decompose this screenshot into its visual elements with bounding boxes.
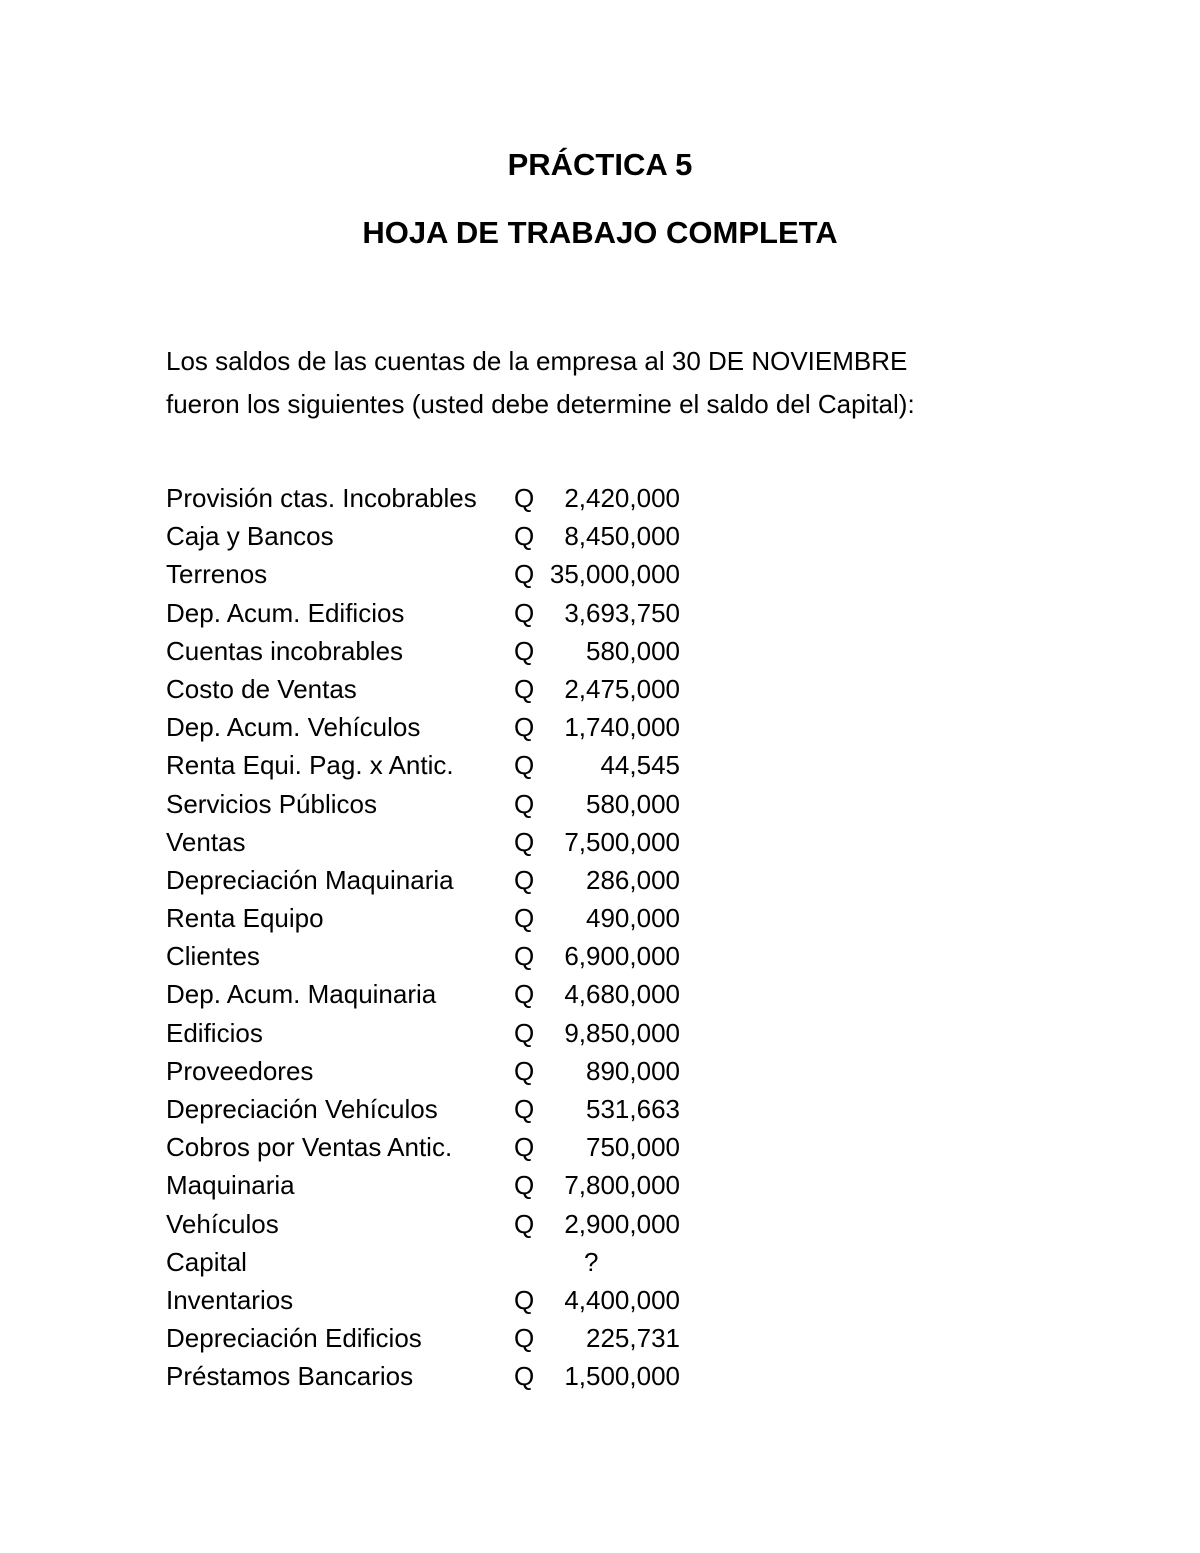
account-name: Vehículos — [166, 1208, 279, 1239]
account-name: Préstamos Bancarios — [166, 1361, 414, 1392]
account-row — [166, 1128, 726, 1166]
account-amount: 8,450,000 — [564, 521, 680, 552]
currency-symbol: Q — [514, 712, 535, 743]
currency-symbol: Q — [514, 1017, 535, 1048]
account-name: Costo de Ventas — [166, 673, 357, 704]
account-name: Terrenos — [166, 559, 268, 590]
currency-symbol: Q — [514, 1208, 535, 1239]
account-row — [166, 594, 726, 632]
intro-line-1: Los saldos de las cuentas de la empresa al 30 DE NOVIEMBRE — [166, 346, 908, 376]
account-row — [166, 708, 726, 746]
currency-symbol: Q — [514, 1170, 535, 1201]
account-amount: 225,731 — [586, 1323, 680, 1354]
currency-symbol: Q — [514, 673, 535, 704]
account-amount: 750,000 — [586, 1132, 680, 1163]
account-row — [166, 975, 726, 1013]
account-name: Ventas — [166, 826, 246, 857]
account-row — [166, 1319, 726, 1357]
account-amount: 6,900,000 — [564, 941, 680, 972]
account-row — [166, 670, 726, 708]
account-name: Caja y Bancos — [166, 521, 334, 552]
account-amount: 1,500,000 — [564, 1361, 680, 1392]
account-amount: 4,400,000 — [564, 1284, 680, 1315]
account-name: Provisión ctas. Incobrables — [166, 483, 477, 513]
account-amount: 580,000 — [586, 635, 680, 666]
account-row — [166, 517, 726, 555]
account-name: Renta Equipo — [166, 903, 324, 934]
account-row — [166, 1090, 726, 1128]
page-subtitle: HOJA DE TRABAJO COMPLETA — [362, 215, 838, 250]
account-row — [166, 555, 726, 593]
currency-symbol: Q — [514, 521, 535, 552]
account-name: Renta Equi. Pag. x Antic. — [166, 750, 454, 781]
account-name: Cuentas incobrables — [166, 635, 404, 666]
account-row — [166, 785, 726, 823]
currency-symbol: Q — [514, 826, 535, 857]
accounts-list — [166, 479, 726, 1396]
account-name: Dep. Acum. Vehículos — [166, 712, 421, 743]
currency-symbol: Q — [514, 1361, 535, 1392]
account-name: Dep. Acum. Maquinaria — [166, 979, 437, 1010]
currency-symbol: Q — [514, 750, 535, 781]
account-row — [166, 861, 726, 899]
account-row — [166, 937, 726, 975]
currency-symbol: Q — [514, 864, 535, 895]
account-row — [166, 1357, 726, 1395]
account-name: Edificios — [166, 1017, 263, 1048]
currency-symbol: Q — [514, 941, 535, 972]
account-amount: 7,800,000 — [564, 1170, 680, 1201]
account-amount: 2,420,000 — [564, 483, 680, 513]
account-row — [166, 1243, 726, 1281]
account-amount: 2,475,000 — [564, 673, 680, 704]
currency-symbol: Q — [514, 903, 535, 934]
account-name: Depreciación Edificios — [166, 1323, 422, 1354]
account-row — [166, 823, 726, 861]
currency-symbol: Q — [514, 1284, 535, 1315]
currency-symbol: Q — [514, 1323, 535, 1354]
currency-symbol: Q — [514, 597, 535, 628]
currency-symbol: Q — [514, 979, 535, 1010]
account-name: Capital — [166, 1246, 247, 1277]
account-row — [166, 1014, 726, 1052]
currency-symbol: Q — [514, 788, 535, 819]
account-row — [166, 1052, 726, 1090]
account-amount: 1,740,000 — [564, 712, 680, 743]
account-amount: 35,000,000 — [549, 559, 680, 590]
currency-symbol: Q — [514, 1094, 535, 1124]
account-amount: 7,500,000 — [564, 826, 680, 857]
currency-symbol: Q — [514, 559, 535, 590]
account-name: Inventarios — [166, 1284, 294, 1315]
account-row — [166, 632, 726, 670]
account-row — [166, 1205, 726, 1243]
currency-symbol: Q — [514, 1132, 535, 1163]
account-name: Proveedores — [166, 1055, 314, 1086]
account-amount: 2,900,000 — [564, 1208, 680, 1239]
account-name: Maquinaria — [166, 1170, 295, 1201]
account-amount: 890,000 — [586, 1055, 680, 1086]
account-row — [166, 1166, 726, 1204]
account-amount: 531,663 — [586, 1094, 680, 1124]
page-title: PRÁCTICA 5 — [507, 147, 693, 182]
currency-symbol: Q — [514, 635, 535, 666]
account-row — [166, 899, 726, 937]
account-amount: 44,545 — [600, 750, 680, 781]
account-name: Cobros por Ventas Antic. — [166, 1132, 453, 1163]
account-name: Dep. Acum. Edificios — [166, 597, 405, 628]
currency-symbol: Q — [514, 483, 535, 513]
account-name: Clientes — [166, 941, 260, 972]
account-name: Servicios Públicos — [166, 788, 377, 819]
account-name: Depreciación Maquinaria — [166, 864, 454, 895]
account-amount: 286,000 — [586, 864, 680, 895]
account-row — [166, 479, 726, 517]
account-amount: ? — [584, 1246, 599, 1277]
intro-line-2: fueron los siguientes (usted debe determine el saldo del Capital): — [166, 389, 915, 419]
account-name: Depreciación Vehículos — [166, 1094, 438, 1124]
account-amount: 3,693,750 — [564, 597, 680, 628]
account-amount: 9,850,000 — [564, 1017, 680, 1048]
account-row — [166, 746, 726, 784]
account-amount: 4,680,000 — [564, 979, 680, 1010]
currency-symbol: Q — [514, 1055, 535, 1086]
account-amount: 580,000 — [586, 788, 680, 819]
account-row — [166, 1281, 726, 1319]
account-amount: 490,000 — [586, 903, 680, 934]
